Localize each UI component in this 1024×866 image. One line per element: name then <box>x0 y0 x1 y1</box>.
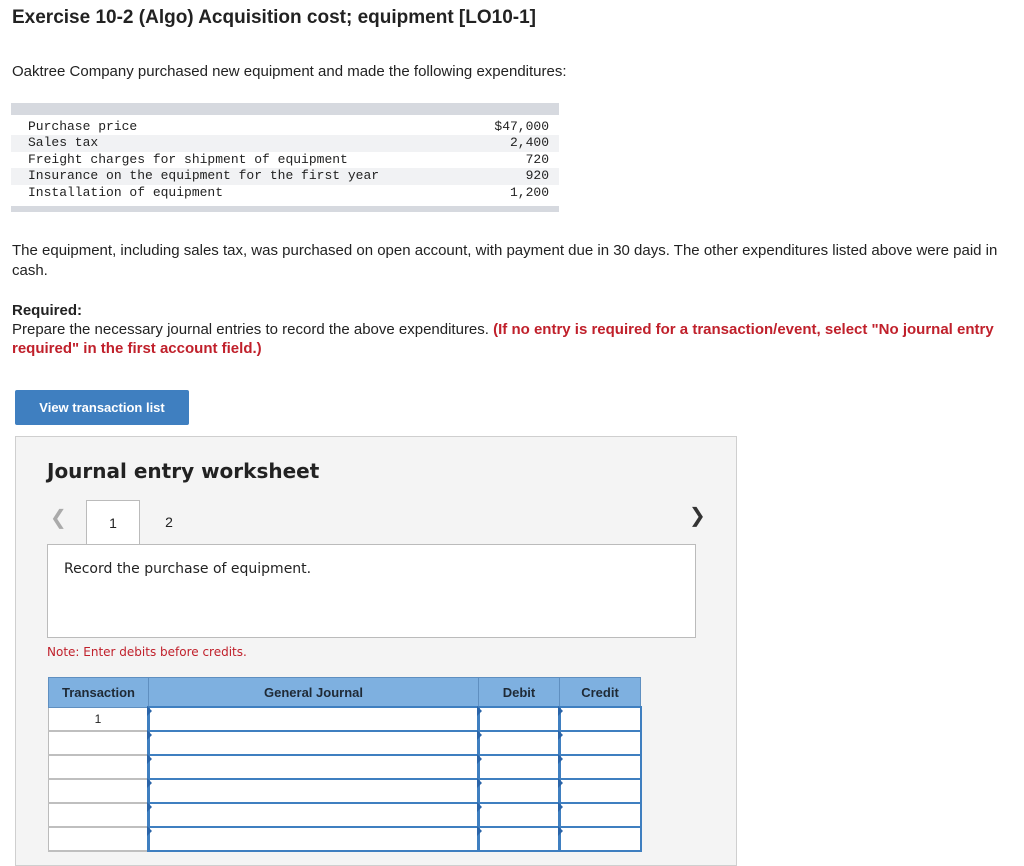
table-row <box>49 803 641 827</box>
expenditure-label: Insurance on the equipment for the first year <box>28 168 380 184</box>
transaction-cell: 1 <box>49 707 149 731</box>
required-heading: Required: <box>12 302 83 319</box>
expenditure-amount: 920 <box>525 168 549 184</box>
expenditure-amount: 720 <box>525 151 549 167</box>
expenditure-row <box>11 135 559 151</box>
column-header-transaction: Transaction <box>49 678 149 708</box>
table-row <box>49 779 641 803</box>
required-text: Prepare the necessary journal entries to record the above expenditures. <box>12 321 494 338</box>
journal-entry-worksheet <box>15 436 737 866</box>
table-row <box>49 827 641 851</box>
debit-field[interactable] <box>479 755 560 779</box>
expenditure-row <box>11 152 559 168</box>
column-header-debit: Debit <box>479 678 560 708</box>
expenditures-table <box>11 103 559 212</box>
credit-field[interactable] <box>560 827 641 851</box>
expenditure-row <box>11 185 559 201</box>
expenditure-row <box>11 119 559 135</box>
credit-field[interactable] <box>560 731 641 755</box>
table-row <box>49 707 641 731</box>
expenditure-amount: 1,200 <box>509 184 549 200</box>
journal-table <box>48 677 642 852</box>
account-field[interactable] <box>149 803 479 827</box>
credit-field[interactable] <box>560 707 641 731</box>
expenditure-label: Sales tax <box>28 135 99 151</box>
expenditure-label: Purchase price <box>28 119 138 134</box>
account-field[interactable] <box>149 827 479 851</box>
credit-field[interactable] <box>560 755 641 779</box>
account-field[interactable] <box>149 707 479 731</box>
intro-text: Oaktree Company purchased new equipment and made the following expenditures: <box>12 63 567 80</box>
account-field[interactable] <box>149 731 479 755</box>
expenditure-label: Freight charges for shipment of equipment <box>28 151 348 167</box>
instruction-text: Record the purchase of equipment. <box>64 561 312 577</box>
debit-field[interactable] <box>479 731 560 755</box>
transaction-cell <box>49 779 149 803</box>
debit-field[interactable] <box>479 803 560 827</box>
view-transaction-list-button[interactable]: View transaction list <box>15 390 189 425</box>
instruction-box <box>47 544 696 638</box>
chevron-right-icon[interactable]: ❯ <box>689 505 706 527</box>
expenditure-amount: 2,400 <box>509 135 549 151</box>
expenditure-row <box>11 168 559 184</box>
column-header-general-journal: General Journal <box>149 678 479 708</box>
expenditure-label: Installation of equipment <box>28 184 224 200</box>
column-header-credit: Credit <box>560 678 641 708</box>
credit-field[interactable] <box>560 803 641 827</box>
chevron-left-icon[interactable]: ❮ <box>50 507 67 529</box>
tab-2[interactable]: 2 <box>165 514 173 530</box>
debit-field[interactable] <box>479 779 560 803</box>
account-field[interactable] <box>149 779 479 803</box>
debits-note: Note: Enter debits before credits. <box>47 645 247 659</box>
transaction-cell <box>49 827 149 851</box>
table-row <box>49 755 641 779</box>
tab-1[interactable]: 1 <box>86 500 140 544</box>
required-note: (If no entry is required for a transaction/event, select "No journal entry required" in the first account field.) <box>12 321 994 357</box>
account-field[interactable] <box>149 755 479 779</box>
transaction-cell <box>49 755 149 779</box>
table-row <box>49 731 641 755</box>
transaction-cell <box>49 731 149 755</box>
worksheet-title: Journal entry worksheet <box>47 459 320 483</box>
credit-field[interactable] <box>560 779 641 803</box>
debit-field[interactable] <box>479 707 560 731</box>
page-title: Exercise 10-2 (Algo) Acquisition cost; equipment [LO10-1] <box>12 7 537 28</box>
description-paragraph: The equipment, including sales tax, was purchased on open account, with payment due in 30 days. The other expenditures listed above were paid in cash. <box>12 242 998 279</box>
transaction-cell <box>49 803 149 827</box>
debit-field[interactable] <box>479 827 560 851</box>
required-section <box>12 301 1017 358</box>
expenditure-amount: $47,000 <box>494 119 549 134</box>
